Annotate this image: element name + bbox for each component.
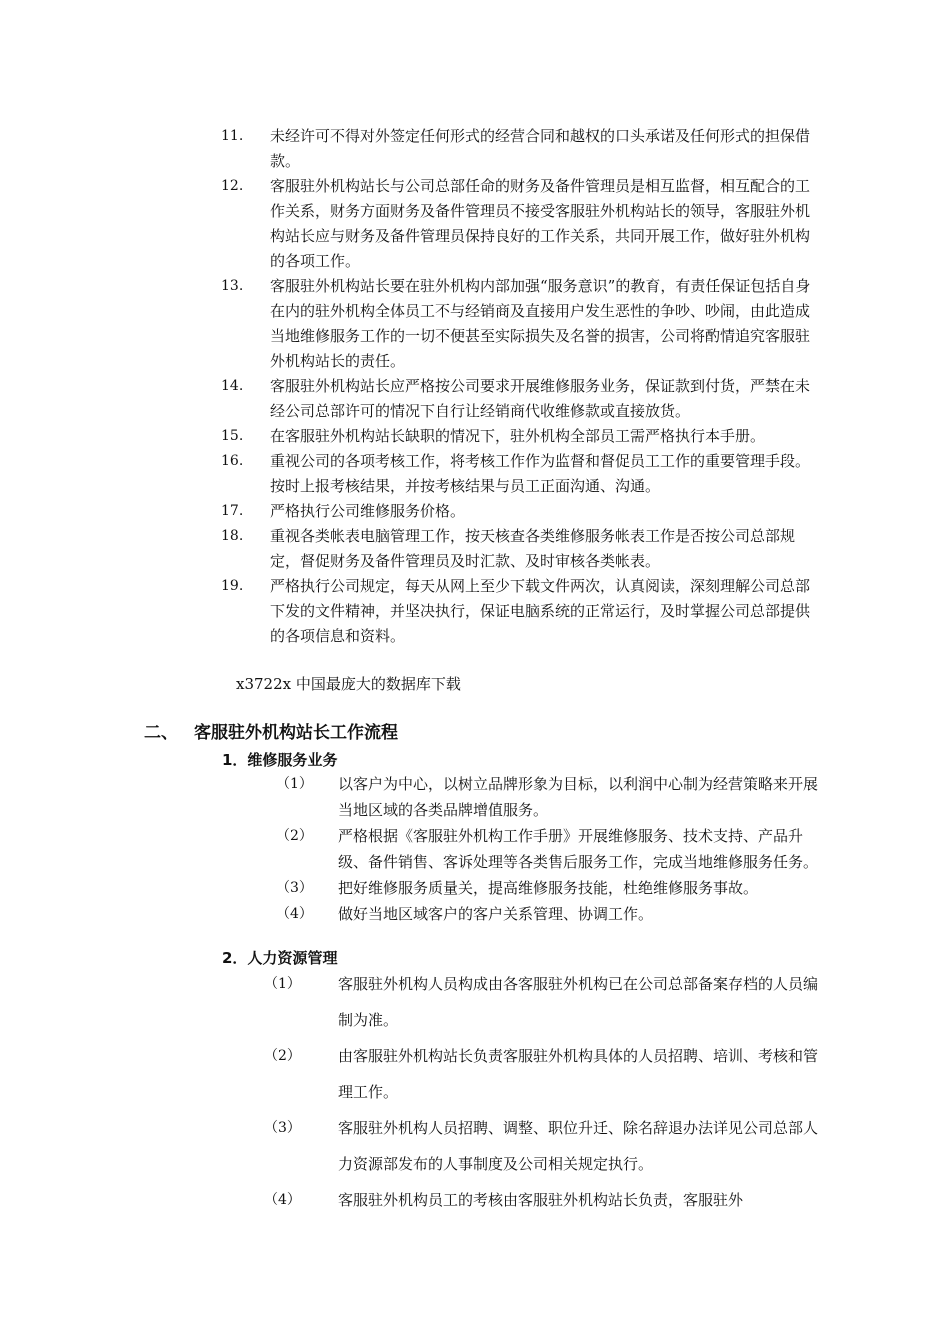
item-number: （4） [276,906,313,922]
numbered-rules-list [0,124,950,649]
item-text: 客服驻外机构人员招聘、调整、职位升迁、除名辞退办法详见公司总部人力资源部发布的人事制度及公司相关规定执行。 [338,1119,819,1173]
subsection-heading-2: 2．人力资源管理 [222,949,338,967]
list-item [0,174,950,274]
item-number: （1） [264,976,301,992]
list-item [0,901,950,927]
section-title: 客服驻外机构站长工作流程 [194,723,398,743]
item-text: 客服驻外机构站长要在驻外机构内部加强“服务意识”的教育，有责任保证包括自身在内的驻外机构全体员工不与经销商及直接用户发生恶性的争吵、吵闹，由此造成当地维修服务工作的一切不便甚至实际损失及名誉的损害，公司将酌情追究客服驻外机构站长的责任。 [270,277,811,370]
list-item [0,966,950,1038]
subsection-2-list [0,966,950,1218]
item-text: 严格执行公司规定，每天从网上至少下载文件两次，认真阅读，深刻理解公司总部下发的文件精神，并坚决执行，保证电脑系统的正常运行，及时掌握公司总部提供的各项信息和资料。 [270,577,811,645]
list-item [0,771,950,823]
list-item [0,823,950,875]
list-item [0,449,950,499]
list-item [0,524,950,574]
item-text: 做好当地区域客户的客户关系管理、协调工作。 [338,905,654,923]
item-text: 客服驻外机构员工的考核由客服驻外机构站长负责，客服驻外 [338,1191,744,1209]
list-item [0,124,950,174]
list-item [0,1038,950,1110]
list-item [0,1182,950,1218]
promo-text: x3722x 中国最庞大的数据库下载 [236,675,461,693]
list-item [0,424,950,449]
item-number: 15. [221,428,244,444]
item-number: （4） [264,1192,301,1208]
item-number: 17. [221,503,244,519]
item-text: 以客户为中心，以树立品牌形象为目标，以利润中心制为经营策略来开展当地区域的各类品牌增值服务。 [338,775,819,819]
item-text: 严格执行公司维修服务价格。 [270,502,466,520]
item-number: 18. [221,528,244,544]
item-number: （1） [276,776,313,792]
item-number: 13. [221,278,244,294]
list-item [0,274,950,374]
item-text: 重视公司的各项考核工作，将考核工作作为监督和督促员工工作的重要管理手段。按时上报考核结果，并按考核结果与员工正面沟通、沟通。 [270,452,811,495]
item-number: 12. [221,178,244,194]
item-number: （3） [264,1120,301,1136]
list-item [0,1110,950,1182]
item-number: （2） [276,828,313,844]
item-number: （3） [276,880,313,896]
item-text: 客服驻外机构站长与公司总部任命的财务及备件管理员是相互监督，相互配合的工作关系，财务方面财务及备件管理员不接受客服驻外机构站长的领导，客服驻外机构站长应与财务及备件管理员保持良好的工作关系，共同开展工作，做好驻外机构的各项工作。 [270,177,811,270]
subsection-1-list [0,771,950,927]
item-text: 客服驻外机构站长应严格按公司要求开展维修服务业务，保证款到付货，严禁在未经公司总部许可的情况下自行让经销商代收维修款或直接放货。 [270,377,811,420]
section-heading [144,720,398,746]
item-text: 由客服驻外机构站长负责客服驻外机构具体的人员招聘、培训、考核和管理工作。 [338,1047,819,1101]
item-text: 在客服驻外机构站长缺职的情况下，驻外机构全部员工需严格执行本手册。 [270,427,766,445]
list-item [0,574,950,649]
item-text: 把好维修服务质量关，提高维修服务技能，杜绝维修服务事故。 [338,879,759,897]
item-number: 14. [221,378,244,394]
item-number: （2） [264,1048,301,1064]
item-text: 客服驻外机构人员构成由各客服驻外机构已在公司总部备案存档的人员编制为准。 [338,975,819,1029]
subsection-heading-1: 1．维修服务业务 [222,751,338,769]
list-item [0,374,950,424]
list-item [0,499,950,524]
item-number: 11. [221,128,244,144]
item-text: 未经许可不得对外签定任何形式的经营合同和越权的口头承诺及任何形式的担保借款。 [270,127,811,170]
section-number: 二、 [144,723,178,743]
item-number: 16. [221,453,244,469]
item-text: 重视各类帐表电脑管理工作，按天核查各类维修服务帐表工作是否按公司总部规定，督促财务及备件管理员及时汇款、及时审核各类帐表。 [270,527,796,570]
item-number: 19. [221,578,244,594]
list-item [0,875,950,901]
item-text: 严格根据《客服驻外机构工作手册》开展维修服务、技术支持、产品升级、备件销售、客诉处理等各类售后服务工作，完成当地维修服务任务。 [338,827,819,871]
